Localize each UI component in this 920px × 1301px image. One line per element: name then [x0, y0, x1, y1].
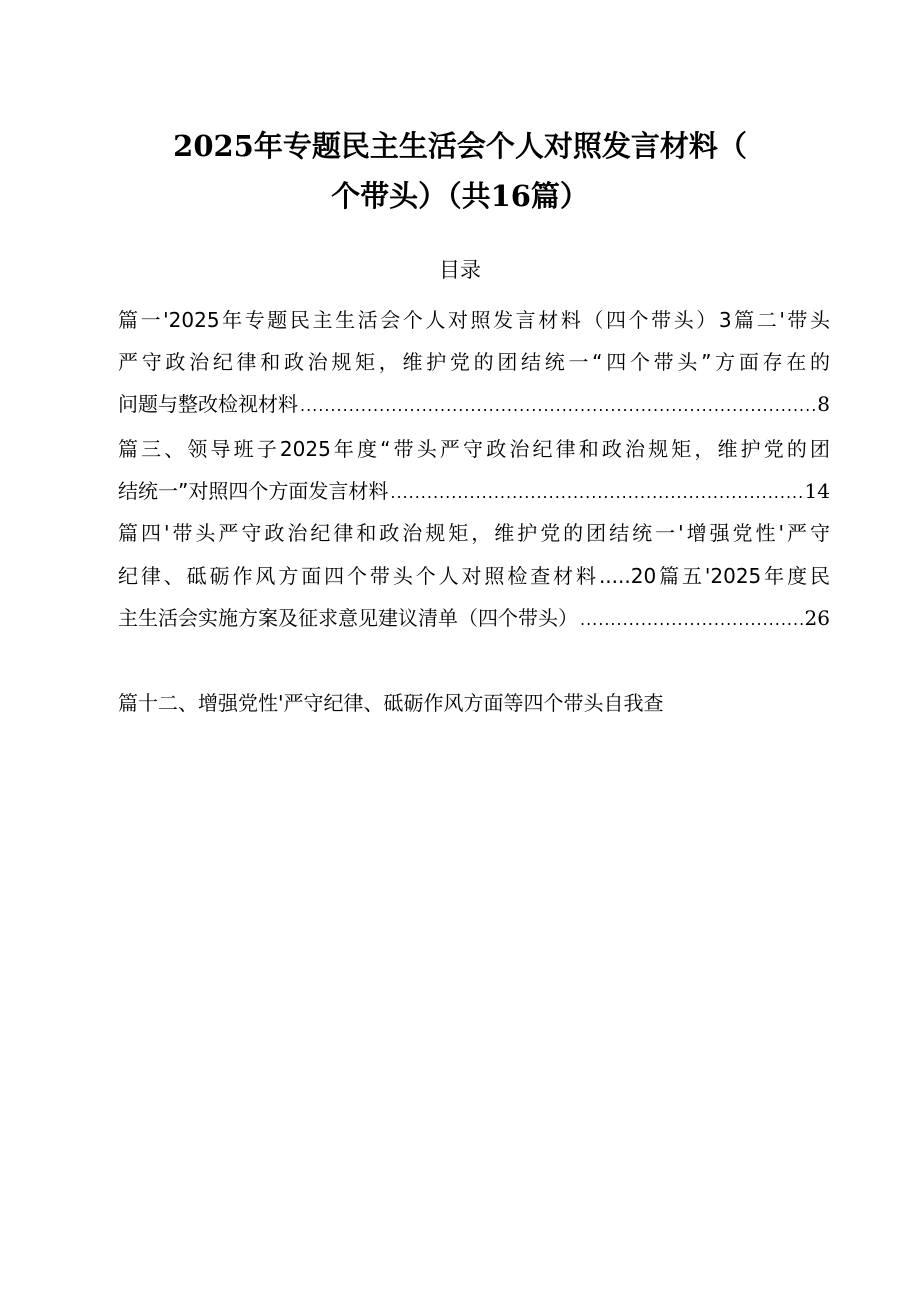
toc-entry-text: 问题与整改检视材料 [118, 392, 298, 416]
toc-entry-line-5[interactable] [118, 476, 830, 506]
toc-page-number: 26 [804, 606, 830, 630]
toc-line-1: 篇一'2025年专题民主生活会个人对照发言材料（四个带头）3篇二'带头 [118, 308, 830, 332]
toc-line-4: 篇三、领导班子2025年度“带头严守政治纪律和政治规矩，维护党的团 [118, 437, 830, 461]
toc-entry-line-8[interactable] [118, 603, 830, 633]
document-title-line-2: 个带头）（共16篇） [331, 179, 589, 213]
section-heading: 篇十二、增强党性'严守纪律、砥砺作风方面等四个带头自我查 [118, 691, 664, 715]
toc-entry-text: 主生活会实施方案及征求意见建议清单（四个带头） [118, 606, 578, 630]
toc-leader-dots [390, 478, 802, 506]
toc-page-number: 14 [804, 479, 830, 503]
toc-page-number: 8 [817, 392, 830, 416]
toc-entry-text: 结统一”对照四个方面发言材料 [118, 479, 389, 503]
toc-line-6: 篇四'带头严守政治纪律和政治规矩，维护党的团结统一'增强党性'严守 [118, 521, 830, 545]
toc-leader-dots [580, 605, 803, 633]
toc-line-7: 纪律、砥砺作风方面四个带头个人对照检查材料.....20篇五'2025年度民 [118, 564, 830, 588]
toc-leader-dots [300, 391, 815, 419]
toc-heading: 目录 [439, 258, 481, 282]
toc-entry-line-3[interactable] [118, 389, 830, 419]
toc-line-2: 严守政治纪律和政治规矩，维护党的团结统一“四个带头”方面存在的 [118, 350, 830, 374]
document-title-line-1: 2025年专题民主生活会个人对照发言材料（ [173, 129, 747, 163]
